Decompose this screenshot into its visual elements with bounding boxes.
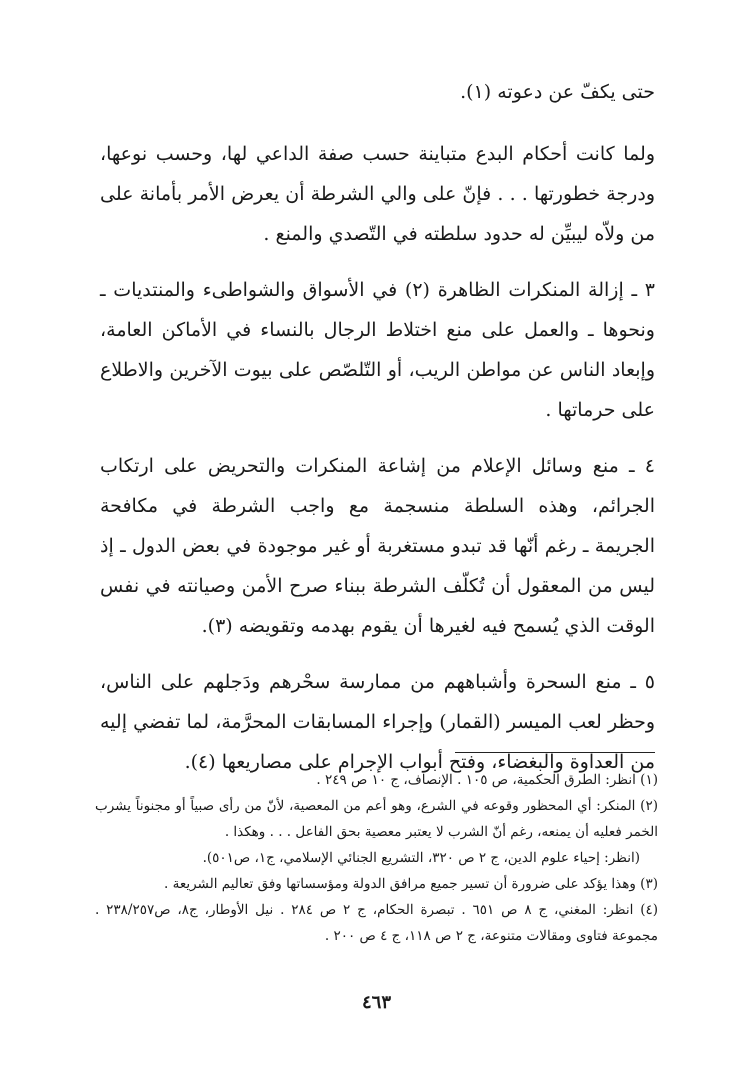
footnote-3: (٣) وهذا يؤكد على ضرورة أن تسير جميع مرافق الدولة ومؤسساتها وفق تعاليم الشريعة .: [164, 876, 658, 892]
page-number: ٤٦٣: [361, 992, 391, 1013]
footnotes: [95, 767, 658, 949]
footnote-2-source: (انظر: إحياء علوم الدين، ج ٢ ص ٣٢٠، التشريع الجنائي الإسلامي، ج١، ص٥٠١).: [202, 850, 640, 866]
main-text: [100, 72, 655, 782]
paragraph-3: ٣ ـ إزالة المنكرات الظاهرة (٢) في الأسواق والشواطىء والمنتديات ـ ونحوها ـ والعمل على منع اختلاط الرجال بالنساء في الأماكن العامة، وإبعاد الناس عن مواطن الريب، أو التّلصّص على بيوت الآخرين والاطلاع على حرماتها .: [100, 279, 655, 421]
paragraph-2: ولما كانت أحكام البدع متباينة حسب صفة الداعي لها، وحسب نوعها، ودرجة خطورتها . . . فإنّ على والي الشرطة أن يعرض الأمر بأمانة على من ولاّه ليبيِّن له حدود سلطته في التّصدي والمنع .: [100, 143, 655, 245]
paragraph-1: حتى يكفّ عن دعوته (١).: [460, 81, 655, 103]
paragraph-4: ٤ ـ منع وسائل الإعلام من إشاعة المنكرات والتحريض على ارتكاب الجرائم، وهذه السلطة منسجمة مع واجب الشرطة في مكافحة الجريمة ـ رغم أنّها قد تبدو مستغربة أو غير موجودة في بعض الدول ـ إذ ليس من المعقول أن تُكلّف الشرطة ببناء صرح الأمن وصيانته في نفس الوقت الذي يُسمح فيه لغيرها أن يقوم بهدمه وتقويضه (٣).: [100, 455, 655, 637]
footnote-separator: [455, 752, 655, 753]
footnote-4: (٤) انظر: المغني، ج ٨ ص ٦٥١ . تبصرة الحكام، ج ٢ ص ٢٨٤ . نيل الأوطار، ج٨، ص٢٣٨/٢٥٧ . مجموعة فتاوى ومقالات متنوعة، ج ٢ ص ١١٨، ج ٤ ص ٢٠٠ .: [95, 902, 659, 944]
paragraph-5: ٥ ـ منع السحرة وأشباههم من ممارسة سحْرهم ودَجلهم على الناس، وحظر لعب الميسر (القمار) وإجراء المسابقات المحرَّمة، لما تفضي إليه من العداوة والبغضاء، وفتح أبواب الإجرام على مصاريعها (٤).: [100, 671, 655, 773]
footnote-1: (١) انظر: الطرق الحكمية، ص ١٠٥ . الإنصاف، ج ١٠ ص ٢٤٩ .: [316, 772, 658, 788]
footnote-2: (٢) المنكر: أي المحظور وقوعه في الشرع، وهو أعم من المعصية، لأنّ من رأى صبياً أو مجنوناً يشرب الخمر فعليه أن يمنعه، رغم أنّ الشرب لا يعتبر معصية بحق الفاعل . . . وهكذا .: [95, 798, 658, 840]
